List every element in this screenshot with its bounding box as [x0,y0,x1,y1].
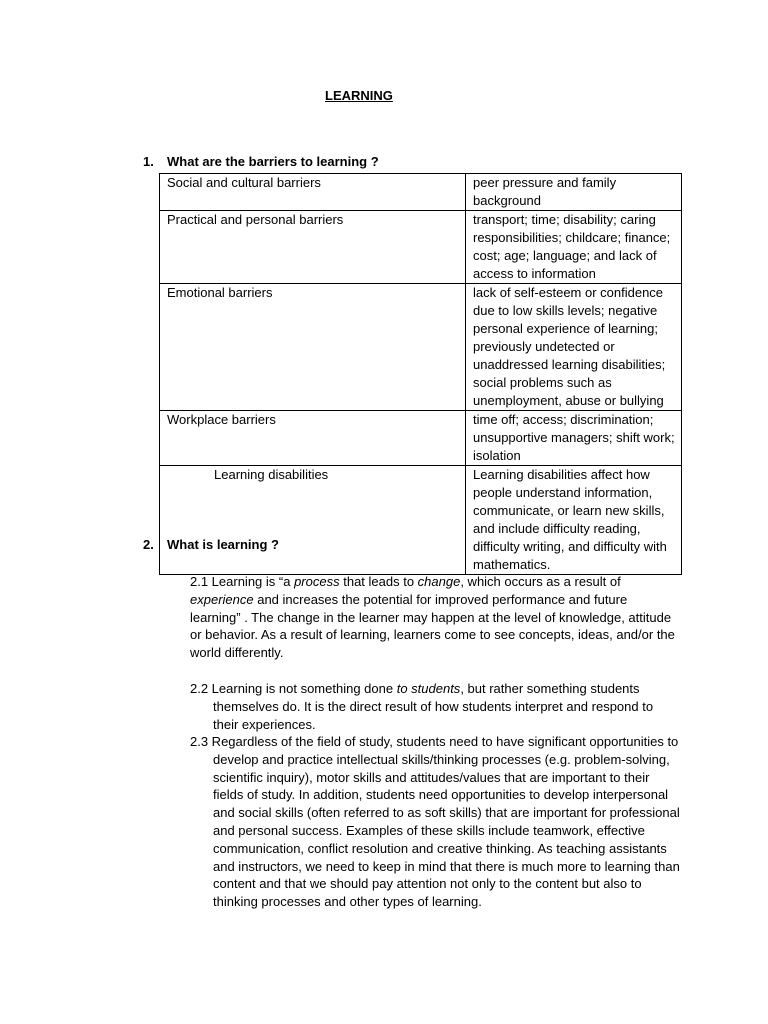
barriers-table [159,173,682,575]
barrier-label: Social and cultural barriers [160,174,466,211]
p22-text-a: 2.2 Learning is not something done [190,681,397,696]
p21-emphasis-change: change [417,574,461,589]
p21-text-g: and increases the potential for improved performance and future learning” . The change in the learner may happen at the level of knowledge, attitude or behavior. As a result of learning, learners come to see concepts, ideas, and/or the world differently. [190,591,675,661]
p22-emphasis-to-students: to students [396,681,461,696]
paragraph-2-3: 2.3 Regardless of the field of study, students need to have significant opportunities to develop and practice intellectual skills/thinking processes (e.g. problem-solving, scientific inquiry), motor skills and attitudes/values that are important to their fields of study. In addition, students need opportunities to develop interpersonal and social skills (often referred to as soft skills) that are important for professional and personal success. Examples of these skills include teamwork, effective communication, conflict resolution and creative thinking. As teaching assistants and instructors, we need to keep in mind that there is much more to learning than content and that we should pay attention not only to the content but also to thinking processes and other types of learning. [190,734,680,910]
p21-text-e: , which occurs as a result of [460,574,621,589]
p21-emphasis-process: process [294,574,340,589]
barrier-description: lack of self-esteem or confidence due to low skills levels; negative personal experience of learning; previously undetected or unaddressed learning disabilities; social problems such as unemployment, abuse or bullying [466,284,682,411]
barrier-label: Emotional barriers [160,284,466,411]
paragraph-2-1 [190,573,680,662]
barriers-table-body [160,174,682,575]
barrier-description: transport; time; disability; caring responsibilities; childcare; finance; cost; age; language; and lack of access to information [466,211,682,284]
question-2-number: 2. [143,537,154,552]
p21-text-a: 2.1 Learning is “a [190,574,295,589]
paragraph-2-2 [190,680,680,733]
barrier-label: Learning disabilities [160,466,466,575]
barrier-row [160,284,682,411]
barrier-description: Learning disabilities affect how people understand information, communicate, or learn new skills, and include difficulty reading, difficulty writing, and difficulty with mathematics. [466,466,682,575]
question-1-text: What are the barriers to learning ? [167,154,379,169]
barrier-label: Workplace barriers [160,411,466,466]
barrier-row [160,466,682,575]
barrier-row [160,211,682,284]
barrier-description: time off; access; discrimination; unsupportive managers; shift work; isolation [466,411,682,466]
question-1-number: 1. [143,154,154,169]
barrier-label: Practical and personal barriers [160,211,466,284]
page-title: LEARNING [325,88,393,103]
p21-emphasis-experience: experience [190,591,254,607]
barrier-description: peer pressure and family background [466,174,682,211]
barrier-row [160,411,682,466]
p21-text-c: that leads to [339,574,418,589]
p22-text-c: , but rather something students themselves do. It is the direct result of how students interpret and respond to their experiences. [213,681,654,732]
question-2-text: What is learning ? [167,537,279,552]
barrier-row [160,174,682,211]
